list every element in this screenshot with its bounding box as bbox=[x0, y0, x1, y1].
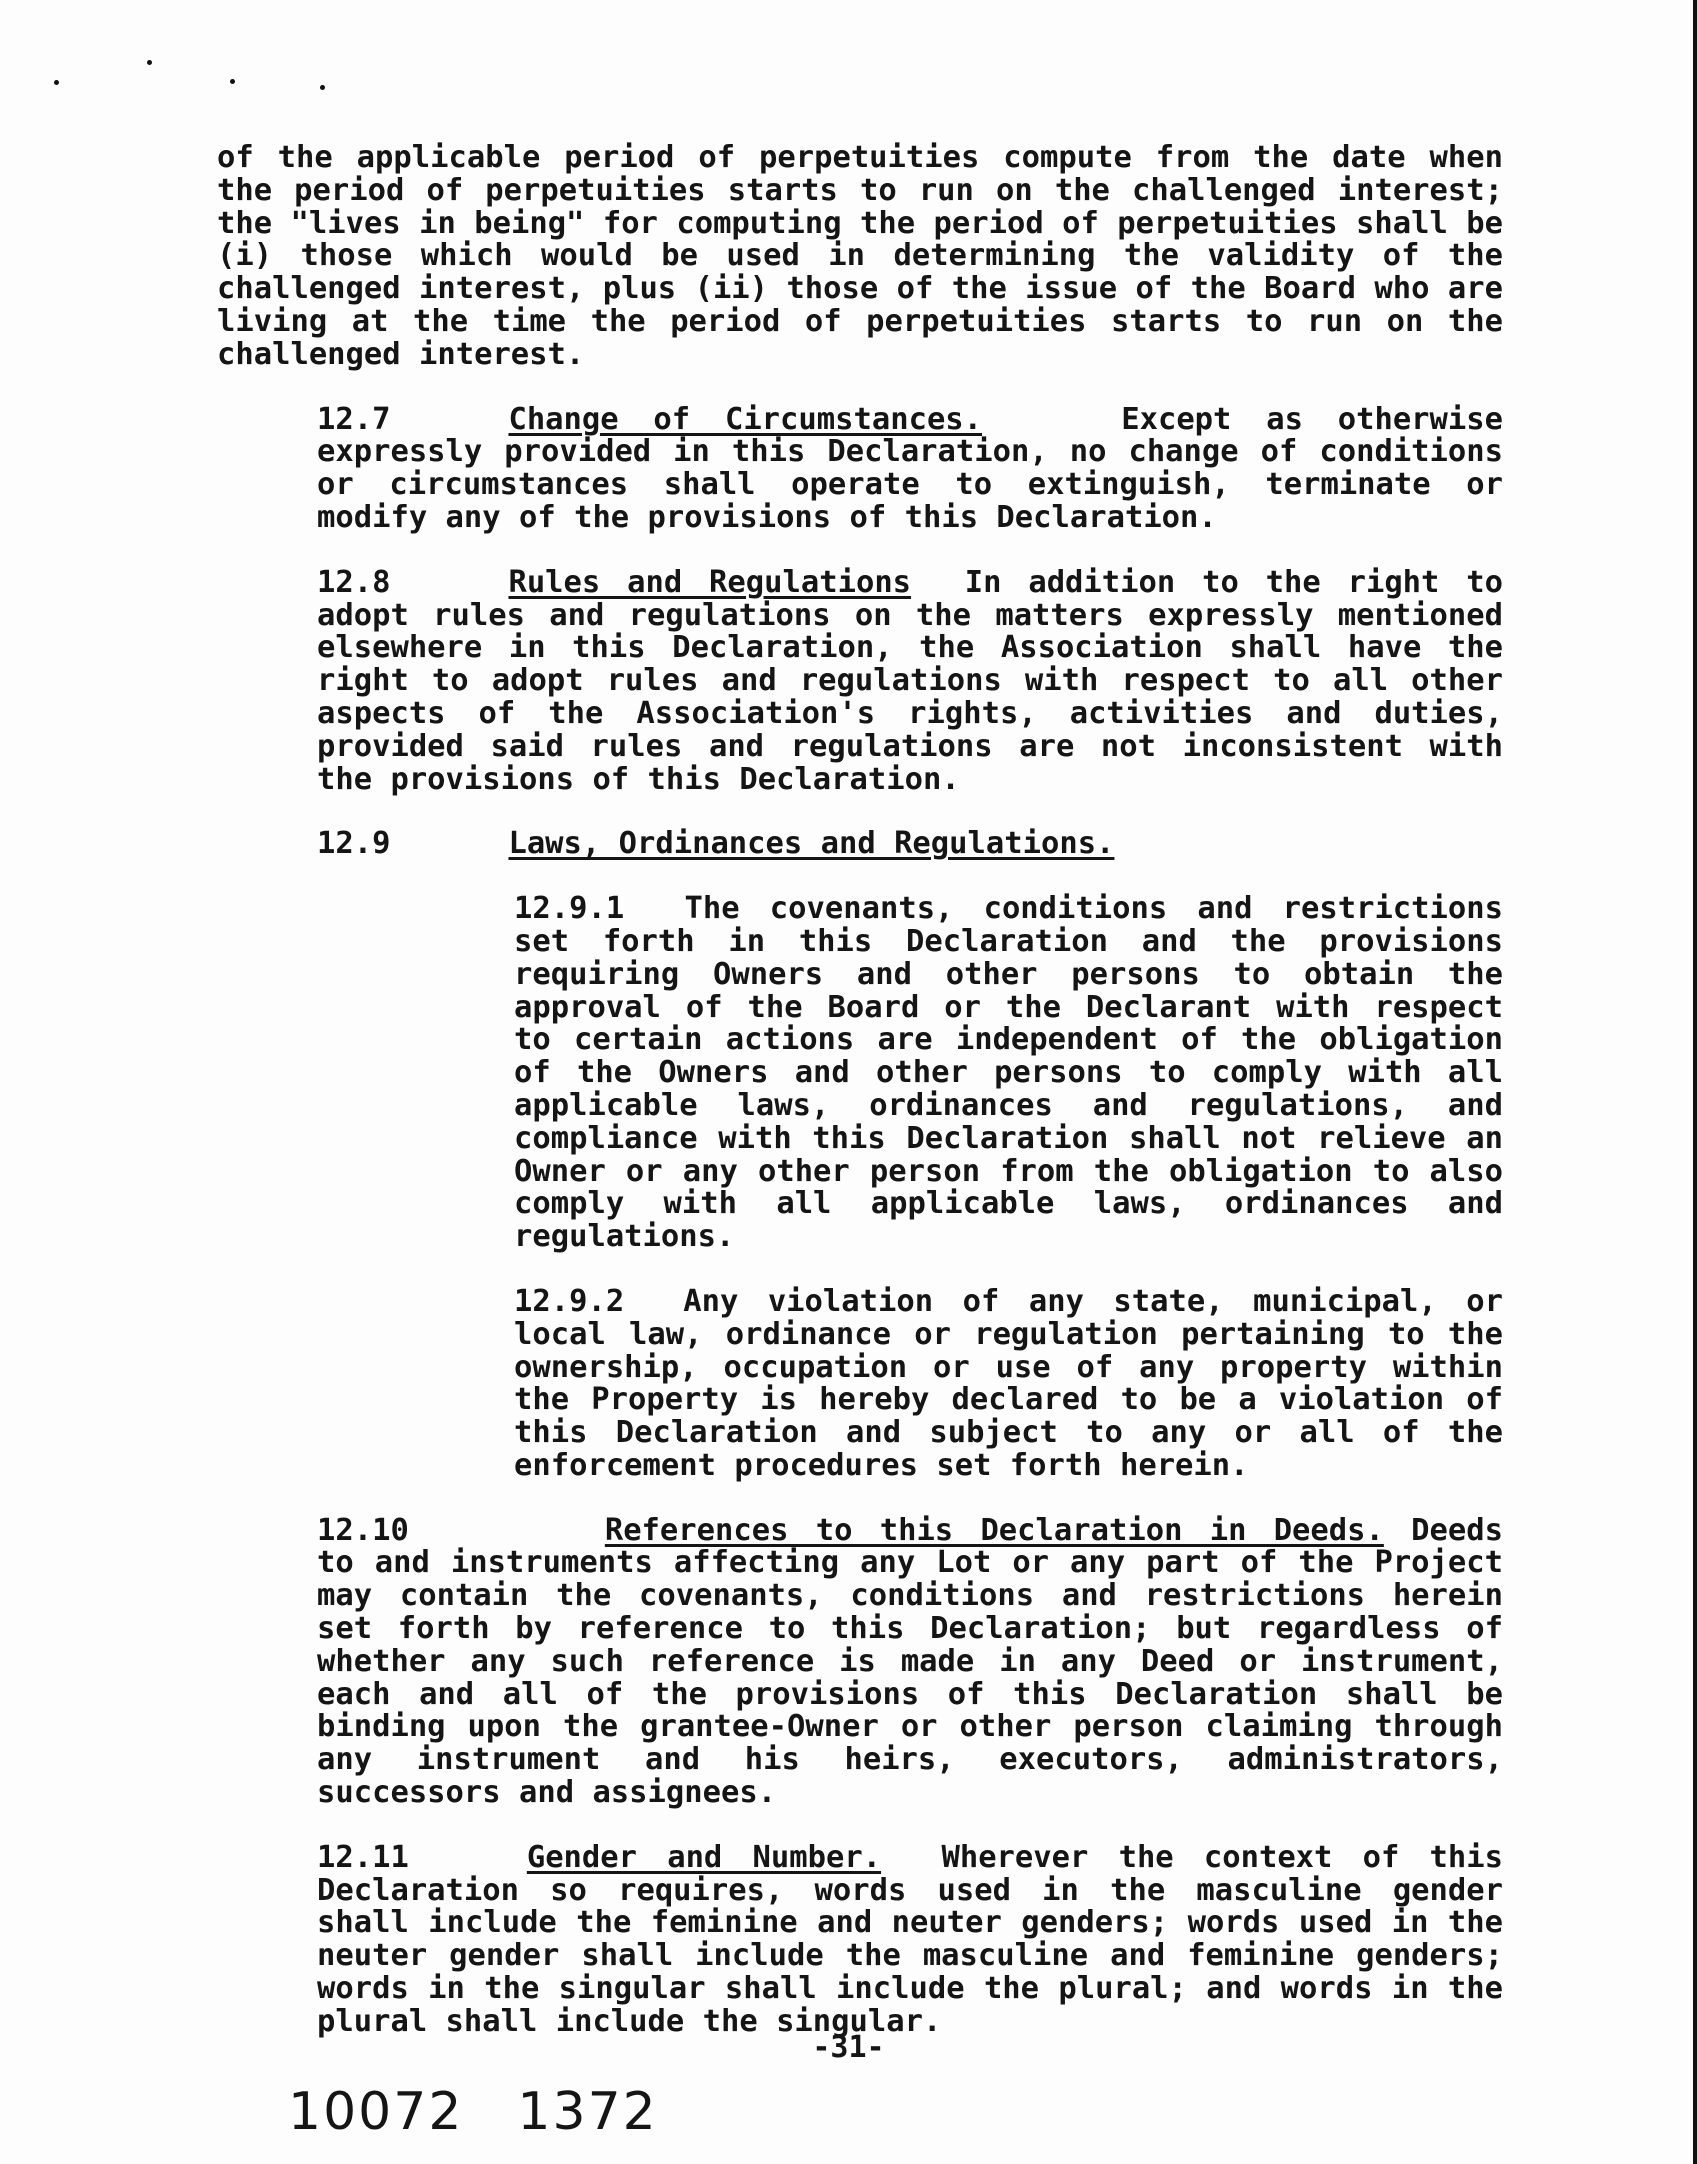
speck-mark bbox=[54, 80, 59, 85]
section-12-11 bbox=[217, 1839, 1503, 2039]
section-heading: Laws, Ordinances and Regulations. bbox=[508, 826, 1115, 862]
section-12-9 bbox=[217, 828, 1503, 861]
section-body: In addition to the right to adopt rules and regulations on the matters expressly mentioned elsewhere in this Declaration, the Association shall have the right to adopt rules and regulations with respect to all other aspects of the Association's rights, activities and duties, provided said rules and regulations are not inconsistent with the provisions of this Declaration. bbox=[317, 564, 1503, 797]
section-heading: Gender and Number. bbox=[526, 1839, 882, 1875]
page-number: -31- bbox=[812, 2030, 885, 2065]
section-body: Deeds to and instruments affecting any Lot or any part of the Project may contain the covenants, conditions and restrictions herein set forth by reference to this Declaration; but regardless of whether any such reference is made in any Deed or instrument, each and all of the provisions of this Declaration shall be binding upon the grantee-Owner or other person claiming through any instrument and his heirs, executors, administrators, successors and assignees. bbox=[317, 1512, 1503, 1811]
stamp-book-number: 10072 bbox=[288, 2082, 464, 2142]
section-number: 12.9 bbox=[317, 826, 391, 862]
recording-stamp bbox=[288, 2082, 712, 2142]
section-body: The covenants, conditions and restrictions set forth in this Declaration and the provisions requiring Owners and other persons to obtain the approval of the Board or the Declarant with respect to certain actions are independent of the obligation of the Owners and other persons to comply with all applicable laws, ordinances and regulations, and compliance with this Declaration shall not relieve an Owner or any other person from the obligation to also comply with all applicable laws, ordinances and regulations. bbox=[514, 891, 1503, 1255]
section-number: 12.7 bbox=[317, 401, 391, 437]
section-body: Except as otherwise expressly provided in this Declaration, no change of conditions or circumstances shall operate to extinguish, terminate or modify any of the provisions of this Declaration. bbox=[317, 401, 1503, 535]
speck-mark bbox=[230, 79, 235, 84]
section-heading: Rules and Regulations bbox=[508, 564, 912, 600]
section-12-7 bbox=[217, 401, 1503, 535]
opening-paragraph: of the applicable period of perpetuities compute from the date when the period of perpetuities starts to run on the challenged interest; the "lives in being" for computing the period of perpetuities shall be (i) those which would be used in determining the validity of the challenged interest, plus (ii) those of the issue of the Board who are living at the time the period of perpetuities starts to run on the challenged interest. bbox=[217, 140, 1503, 372]
section-number: 12.9.1 bbox=[514, 891, 625, 927]
document-body bbox=[217, 142, 1503, 2071]
speck-mark bbox=[147, 60, 152, 65]
section-body: Any violation of any state, municipal, or local law, ordinance or regulation pertaining to the ownership, occupation or use of any property within the Property is hereby declared to be a violation of this Declaration and subject to any or all of the enforcement procedures set forth herein. bbox=[514, 1283, 1503, 1483]
section-number: 12.10 bbox=[317, 1512, 409, 1548]
section-12-9-1 bbox=[217, 893, 1503, 1254]
section-heading: Change of Circumstances. bbox=[508, 401, 983, 437]
section-number: 12.9.2 bbox=[514, 1283, 625, 1319]
section-number: 12.11 bbox=[317, 1839, 409, 1875]
section-number: 12.8 bbox=[317, 564, 391, 600]
speck-mark bbox=[320, 85, 325, 90]
section-12-10 bbox=[217, 1512, 1503, 1811]
section-12-8 bbox=[217, 564, 1503, 797]
section-heading: References to this Declaration in Deeds. bbox=[604, 1512, 1384, 1548]
section-body: Wherever the context of this Declaration so requires, words used in the masculine gender shall include the feminine and neuter genders; words used in the neuter gender shall include the masculine and feminine genders; words in the singular shall include the plural; and words in the plural shall include the singular. bbox=[317, 1839, 1503, 2039]
stamp-page-number: 1372 bbox=[517, 2082, 658, 2142]
section-12-9-2 bbox=[217, 1283, 1503, 1483]
